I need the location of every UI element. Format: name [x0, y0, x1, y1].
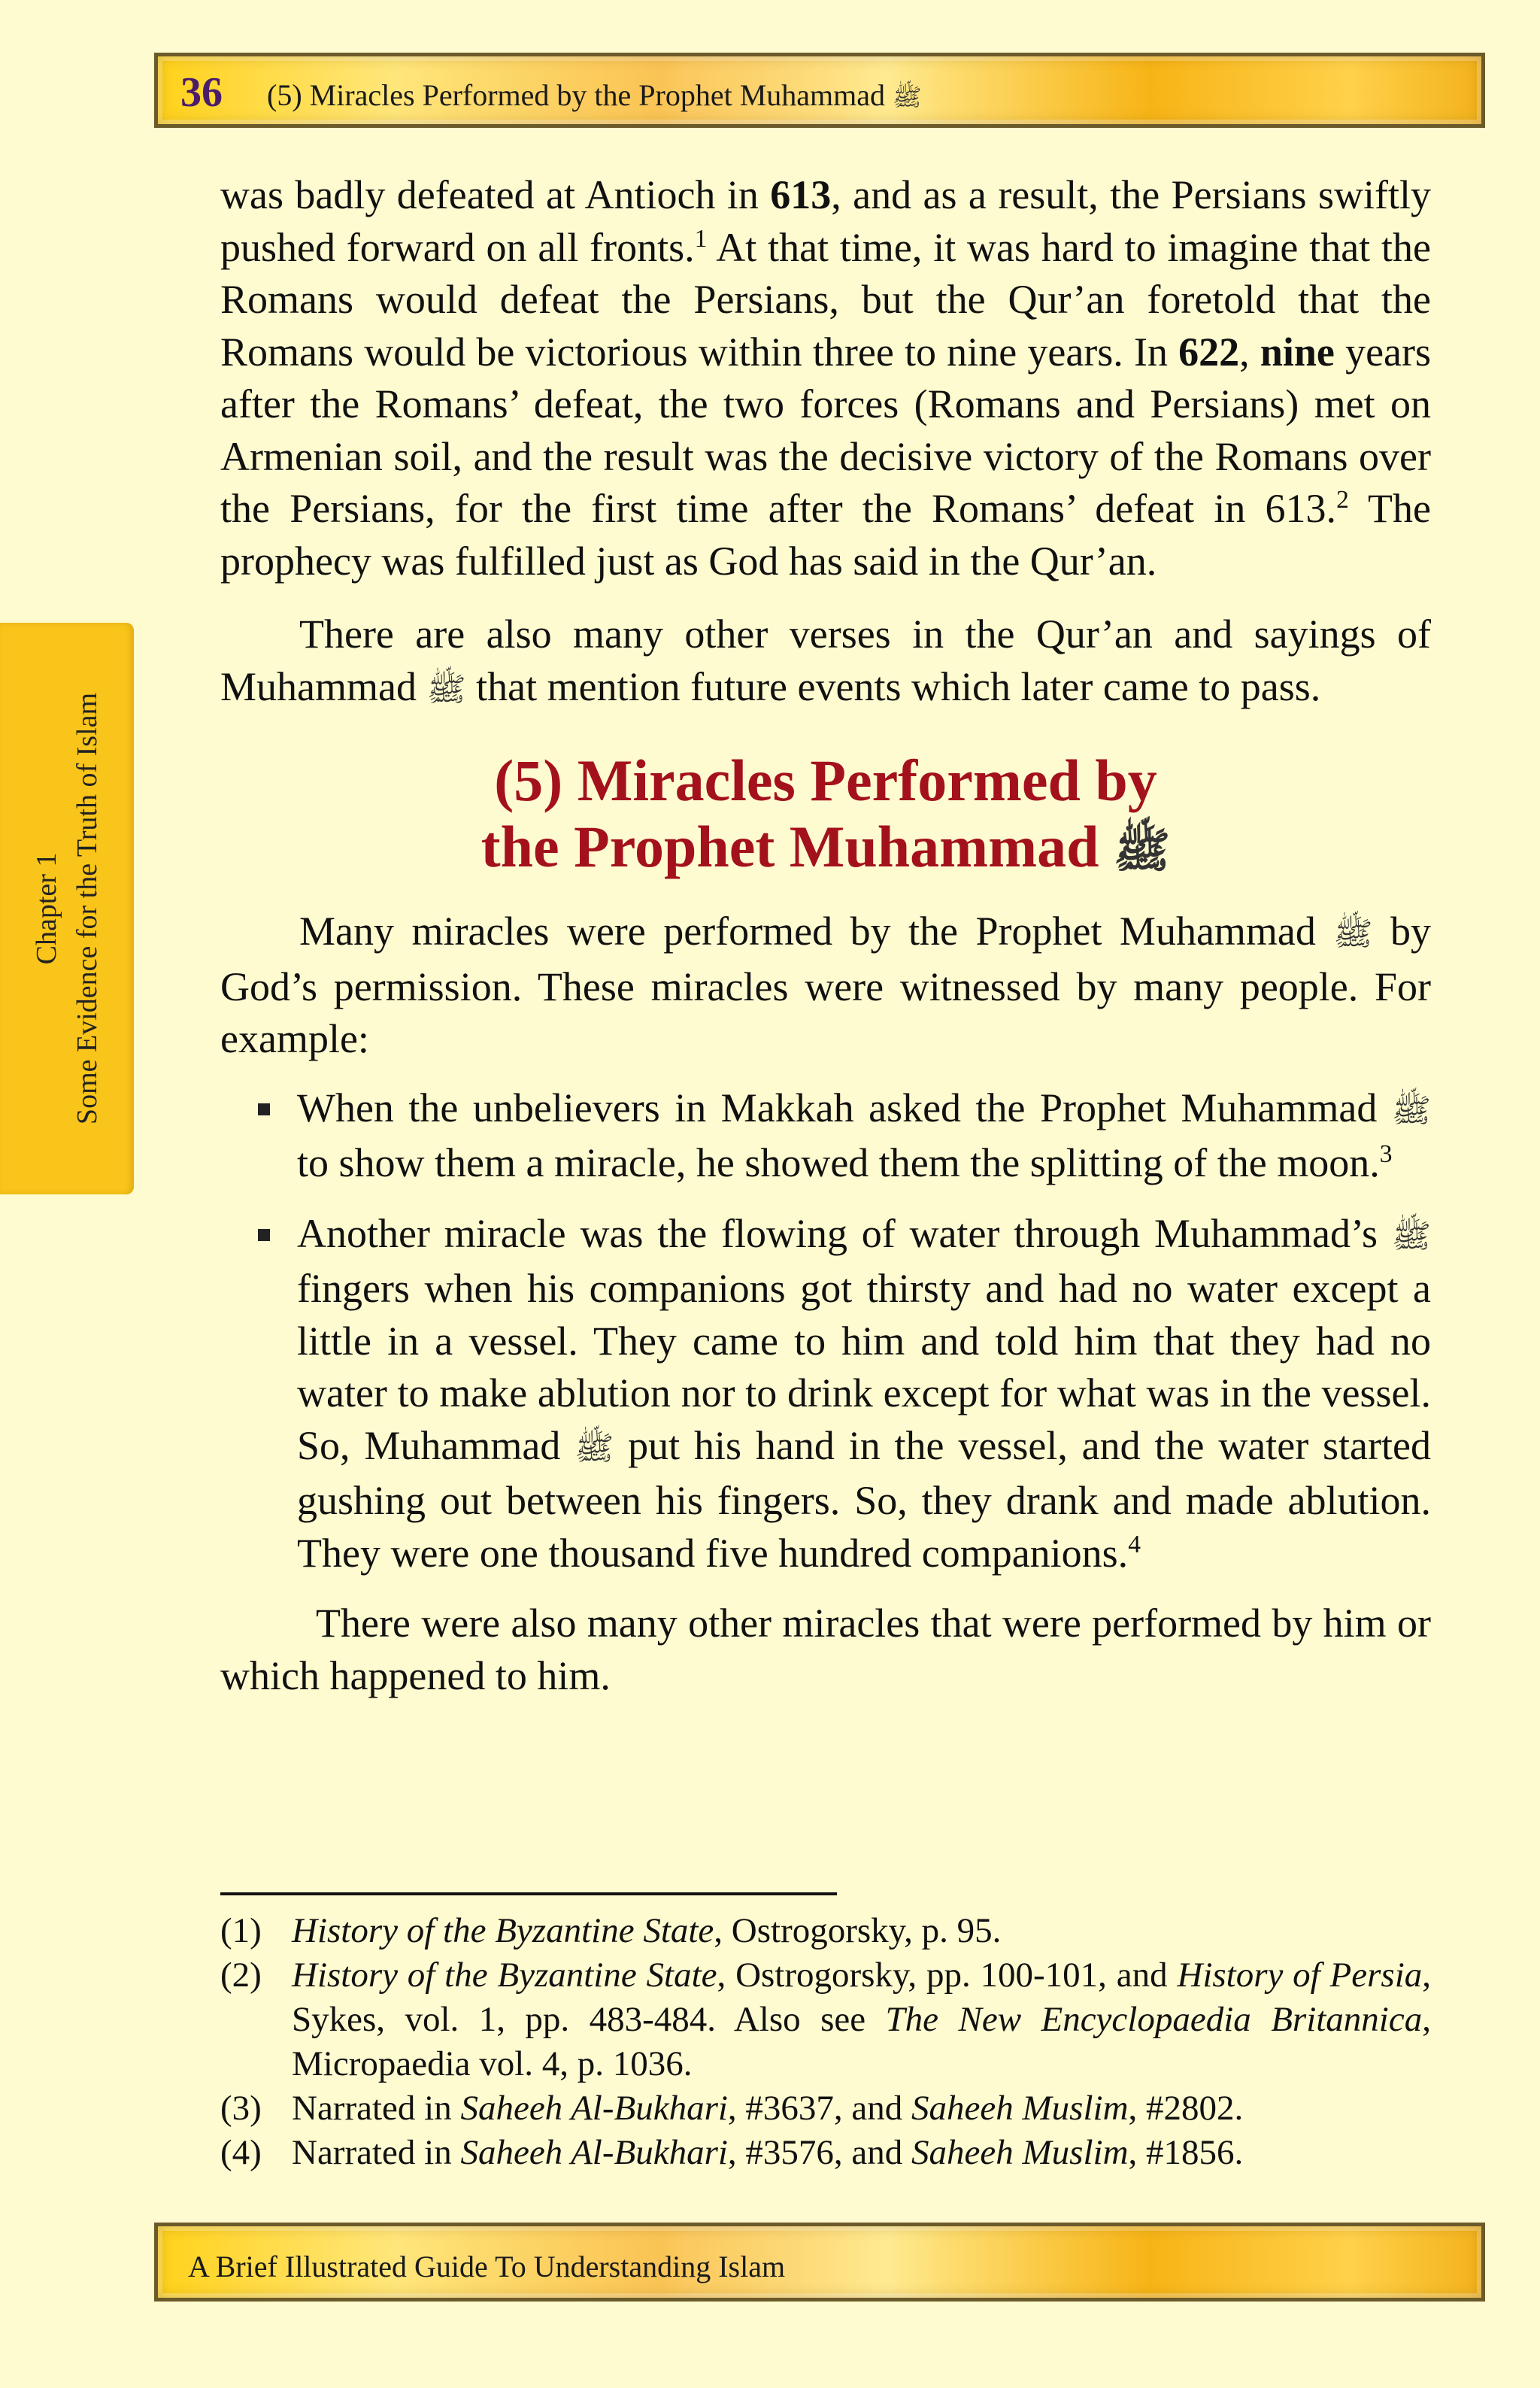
- footnote-divider: [220, 1892, 837, 1895]
- text-span: , #3576, and: [727, 2133, 912, 2172]
- chapter-side-tab: [0, 623, 134, 1194]
- citation-title: Saheeh Al-Bukhari: [460, 2089, 728, 2128]
- text-span: put his hand in the vessel, and the water started gushing out between his fingers. So, they drank and made ablution. They were one thousand five hundred companions.: [297, 1422, 1431, 1576]
- chapter-tab-text: [26, 693, 108, 1124]
- text-span: There are also many other verses in the Qur’an and sayings of Muhammad: [220, 611, 1431, 709]
- pbuh-glyph: ﷺ: [426, 672, 466, 708]
- paragraph-3: [220, 906, 1431, 1066]
- text-span: , #1856.: [1128, 2133, 1244, 2172]
- citation-title: Saheeh Al-Bukhari: [460, 2133, 728, 2172]
- footnote-number: (3): [220, 2089, 262, 2128]
- heading-line-1: (5) Miracles Performed by: [494, 748, 1157, 813]
- text-span: , Ostrogorsky, pp. 100-101, and: [717, 1956, 1178, 1995]
- pbuh-glyph: ﷺ: [1391, 1093, 1431, 1129]
- chapter-label: Chapter 1: [31, 852, 62, 965]
- text-span: was badly defeated at Antioch in: [220, 172, 771, 217]
- text-span: , #3637, and: [727, 2089, 912, 2128]
- pbuh-glyph: ﷺ: [1333, 917, 1373, 952]
- paragraph-1: [220, 169, 1431, 587]
- footnote-4: [220, 2131, 1431, 2175]
- footnotes: [220, 1909, 1431, 2175]
- text-span: , and as a result, the Persians swiftly pushed forward on all fronts.: [220, 172, 1431, 270]
- text-span: by God’s permission. These miracles were witnessed by many people. For example:: [220, 909, 1431, 1061]
- footnote-number: (2): [220, 1956, 262, 1995]
- bold-year: 622: [1178, 329, 1240, 375]
- text-span: fingers when his companions got thirsty and had no water except a little in a vessel. They came to him and told him that they had no water to make ablution nor to drink except for what was in the vessel. So, Muhammad: [297, 1266, 1431, 1468]
- book-title: A Brief Illustrated Guide To Understanding Islam: [188, 2250, 786, 2283]
- text-span: ,: [1239, 329, 1260, 375]
- footnote-3: [220, 2086, 1431, 2131]
- text-span: to show them a miracle, he showed them the splitting of the moon.: [297, 1140, 1380, 1185]
- running-title: [267, 77, 922, 117]
- list-item: [220, 1082, 1431, 1190]
- text-span: , Ostrogorsky, p. 95.: [714, 1911, 1002, 1950]
- heading-line-2: the Prophet Muhammad: [480, 814, 1099, 879]
- footnote-ref: 1: [694, 224, 708, 253]
- header-banner: [154, 53, 1485, 128]
- section-heading: [220, 748, 1431, 885]
- pbuh-glyph: ﷺ: [574, 1431, 614, 1467]
- footnote-1: [220, 1909, 1431, 1953]
- main-content: [220, 169, 1431, 1702]
- bold-word: nine: [1260, 329, 1335, 375]
- text-span: At that time, it was hard to imagine that the Romans would defeat the Persians, but the Qur’an foretold that the Romans would be victorious within three to nine years. In: [220, 224, 1431, 375]
- page-number: 36: [180, 69, 223, 116]
- footer-banner: [154, 2223, 1485, 2302]
- running-title-text: (5) Miracles Performed by the Prophet Muhammad: [267, 78, 886, 112]
- text-span: Another miracle was the flowing of water through Muhammad’s: [297, 1210, 1392, 1256]
- text-span: The prophecy was fulfilled just as God has said in the Qur’an.: [220, 486, 1431, 584]
- bold-year: 613: [770, 172, 832, 217]
- citation-title: History of the Byzantine State: [292, 1956, 717, 1995]
- footnote-ref: 4: [1128, 1530, 1141, 1558]
- text-span: that mention future events which later came to pass.: [465, 663, 1321, 709]
- citation-title: Saheeh Muslim: [911, 2089, 1129, 2128]
- footnote-ref: 2: [1336, 486, 1349, 514]
- text-span: years after the Romans’ defeat, the two forces (Romans and Persians) met on Armenian soil, and the result was the decisive victory of the Romans over the Persians, for the first time after the Romans’ defeat in 613.: [220, 329, 1431, 531]
- text-span: , Sykes, vol. 1, pp. 483-484. Also see: [292, 1956, 1431, 2039]
- citation-title: History of the Byzantine State: [292, 1911, 714, 1950]
- text-span: , #2802.: [1128, 2089, 1244, 2128]
- paragraph-2: [220, 608, 1431, 716]
- citation-title: Saheeh Muslim: [911, 2133, 1129, 2172]
- text-span: , Micropaedia vol. 4, p. 1036.: [292, 2000, 1431, 2083]
- chapter-subtitle: Some Evidence for the Truth of Islam: [71, 692, 103, 1125]
- citation-title: The New Encyclopaedia Britannica: [885, 2000, 1423, 2039]
- pbuh-glyph: ﷺ: [1391, 1218, 1431, 1255]
- footnote-number: (1): [220, 1911, 262, 1950]
- text-span: When the unbelievers in Makkah asked the Prophet Muhammad: [297, 1085, 1392, 1130]
- citation-title: History of Persia: [1177, 1956, 1423, 1995]
- footnote-number: (4): [220, 2133, 262, 2172]
- text-span: Narrated in: [292, 2133, 461, 2172]
- miracles-list: [220, 1082, 1431, 1580]
- text-span: Many miracles were performed by the Prophet Muhammad: [299, 909, 1334, 954]
- text-span: Narrated in: [292, 2089, 461, 2128]
- pbuh-glyph: ﷺ: [1114, 825, 1171, 877]
- list-item: [220, 1208, 1431, 1580]
- footnote-ref: 3: [1379, 1140, 1393, 1168]
- paragraph-4: There were also many other miracles that were performed by him or which happened to him.: [220, 1601, 1431, 1698]
- pbuh-glyph: ﷺ: [893, 83, 922, 111]
- footnote-2: [220, 1953, 1431, 2086]
